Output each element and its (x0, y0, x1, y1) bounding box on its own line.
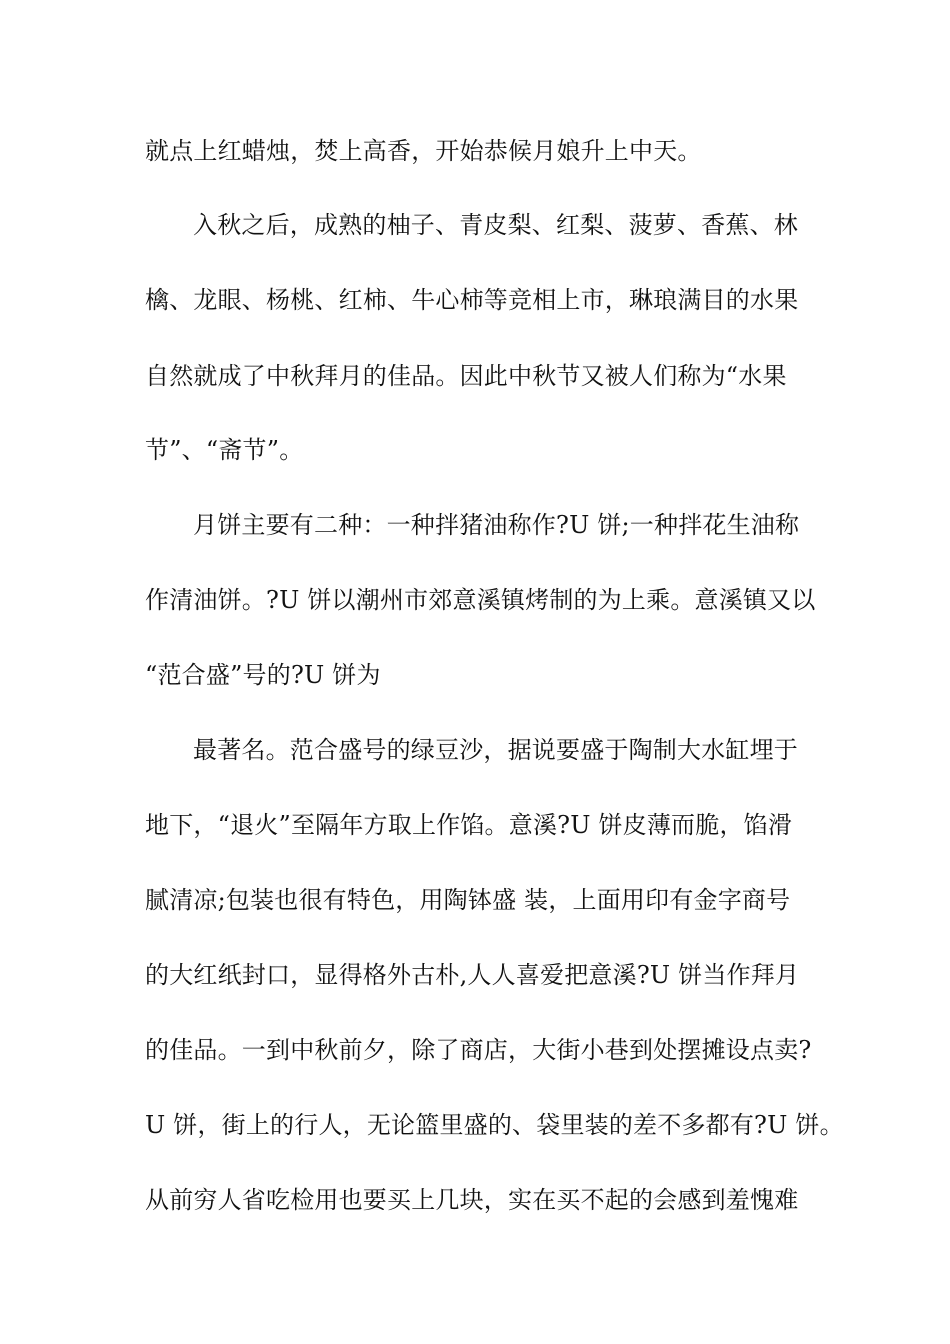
paragraph-line: 就点上红蜡烛，焚上高香，开始恭候月娘升上中天。 (145, 137, 702, 165)
paragraph-line: 月饼主要有二种：一种拌猪油称作?U 饼;一种拌花生油称 (193, 511, 800, 539)
paragraph-line: 作清油饼。?U 饼以潮州市郊意溪镇烤制的为上乘。意溪镇又以 (145, 586, 816, 614)
paragraph-line: 最著名。范合盛号的绿豆沙，据说要盛于陶制大水缸埋于 (193, 736, 798, 764)
paragraph-line: 檎、龙眼、杨桃、红柿、牛心柿等竞相上市，琳琅满目的水果 (145, 286, 799, 314)
paragraph-line: 腻清凉;包装也很有特色，用陶钵盛 装，上面用印有金字商号 (145, 886, 791, 914)
paragraph-line: 自然就成了中秋拜月的佳品。因此中秋节又被人们称为“水果 (145, 362, 787, 390)
paragraph-line: 的大红纸封口，显得格外古朴,人人喜爱把意溪?U 饼当作拜月 (145, 961, 800, 989)
paragraph-line: 从前穷人省吃检用也要买上几块，实在买不起的会感到羞愧难 (145, 1186, 799, 1214)
paragraph-line: 地下，“退火”至隔年方取上作馅。意溪?U 饼皮薄而脆，馅滑 (145, 811, 793, 839)
paragraph-line: U 饼，街上的行人，无论篮里盛的、袋里装的差不多都有?U 饼。 (145, 1111, 844, 1139)
paragraph-line: 节”、“斋节”。 (145, 436, 304, 464)
paragraph-line: “范合盛”号的?U 饼为 (145, 661, 381, 689)
paragraph-line: 入秋之后，成熟的柚子、青皮梨、红梨、菠萝、香蕉、林 (193, 211, 798, 239)
paragraph-line: 的佳品。一到中秋前夕，除了商店，大街小巷到处摆摊设点卖? (145, 1036, 812, 1064)
